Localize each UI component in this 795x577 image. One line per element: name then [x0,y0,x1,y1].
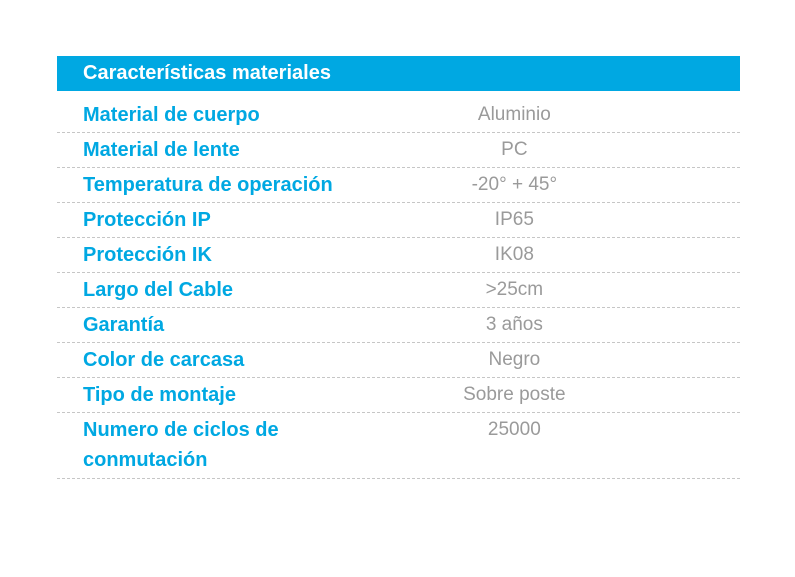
table-row [57,238,740,273]
table-rows [57,98,740,479]
row-label: Protección IP [83,209,211,231]
row-value: Sobre poste [463,384,566,405]
row-value: 25000 [487,419,541,440]
table-row [57,168,740,203]
row-value: IK08 [494,244,534,265]
row-value: 3 años [485,314,543,335]
row-value: Negro [488,349,541,370]
row-label: Temperatura de operación [83,174,333,196]
row-label: Material de cuerpo [83,104,260,126]
row-label: Numero de ciclos de conmutación [83,419,279,471]
row-label: Largo del Cable [83,279,234,301]
table-row [57,98,740,133]
row-label: Tipo de montaje [83,384,236,406]
table-title: Características materiales [83,62,331,84]
row-value: -20° + 45° [471,174,558,195]
table-row [57,378,740,413]
row-value: PC [501,139,528,160]
row-label: Protección IK [83,244,212,266]
spec-table [57,56,740,479]
row-value: Aluminio [477,104,551,125]
table-row [57,308,740,343]
row-value: >25cm [485,279,544,300]
table-row [57,413,740,479]
table-row [57,343,740,378]
row-label: Garantía [83,314,165,336]
table-header [57,56,740,91]
table-row [57,273,740,308]
row-label: Material de lente [83,139,240,161]
row-value: IP65 [494,209,534,230]
row-label: Color de carcasa [83,349,245,371]
table-row [57,133,740,168]
table-row [57,203,740,238]
